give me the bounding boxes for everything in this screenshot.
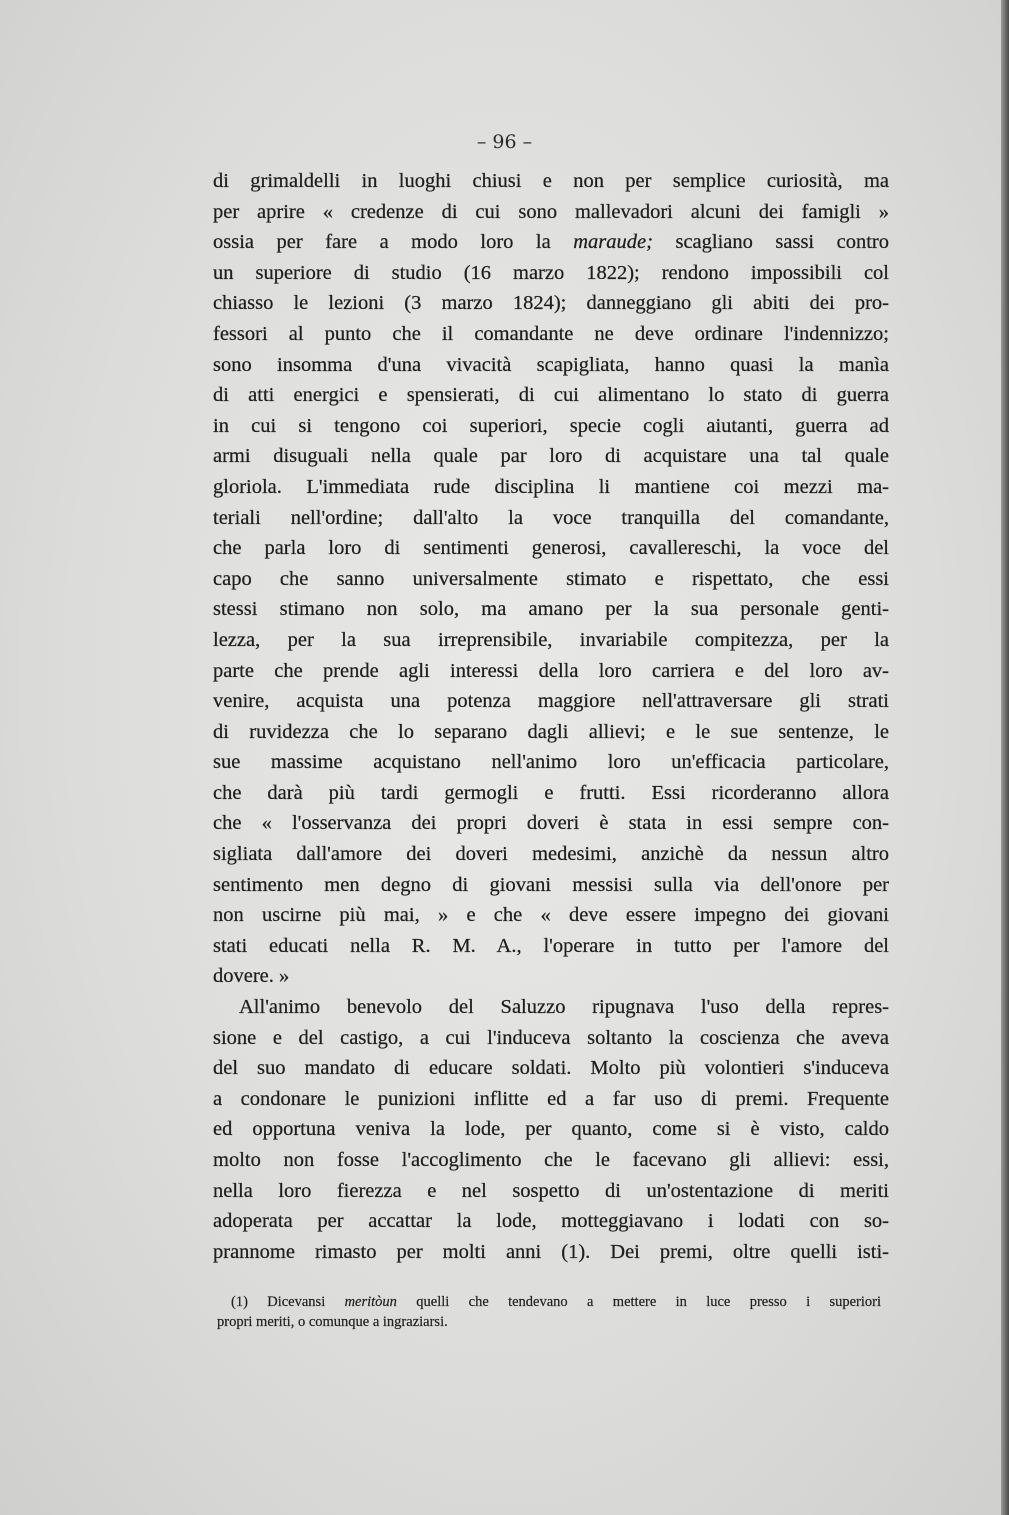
text-line: capo che sanno universalmente stimato e rispettato, che essi — [213, 567, 889, 590]
text-line: stessi stimano non solo, ma amano per la sua personale genti- — [213, 598, 889, 621]
text-line: ed opportuna veniva la lode, per quanto, come si è visto, caldo — [213, 1118, 889, 1141]
text-line: All'animo benevolo del Saluzzo ripugnava l'uso della repres- — [239, 996, 889, 1019]
text-line — [213, 227, 889, 258]
text-line: venire, acquista una potenza maggiore nell'attraversare gli strati — [213, 690, 889, 713]
footnote-italic-word: meritòun — [344, 1294, 397, 1310]
page-edge-shadow — [1001, 0, 1009, 1515]
text-line: sigliata dall'amore dei doveri medesimi, anzichè da nessun altro — [213, 843, 889, 866]
footnote-line — [217, 1292, 881, 1312]
text-line: per aprire « credenze di cui sono mallevadori alcuni dei famigli » — [213, 200, 889, 223]
footnote-segment: quelli che tendevano a mettere in luce presso i superiori — [396, 1294, 882, 1310]
body-text — [213, 166, 889, 1267]
text-line: gloriola. L'immediata rude disciplina li mantiene coi mezzi ma- — [213, 475, 889, 498]
text-line: teriali nell'ordine; dall'alto la voce tranquilla del comandante, — [213, 506, 889, 529]
text-line: nella loro fierezza e nel sospetto di un'ostentazione di meriti — [213, 1179, 889, 1202]
text-line: che darà più tardi germogli e frutti. Essi ricorderanno allora — [213, 781, 889, 804]
text-line: del suo mandato di educare soldati. Molto più volontieri s'induceva — [213, 1057, 889, 1080]
text-line: sue massime acquistano nell'animo loro un'efficacia particolare, — [213, 751, 889, 774]
text-line: sione e del castigo, a cui l'induceva soltanto la coscienza che aveva — [213, 1026, 889, 1049]
footnote — [217, 1292, 881, 1332]
text-line: parte che prende agli interessi della loro carriera e del loro av- — [213, 659, 889, 682]
text-line: armi disuguali nella quale par loro di acquistare una tal quale — [213, 445, 889, 468]
text-line: adoperata per accattar la lode, motteggiavano i lodati con so- — [213, 1210, 889, 1233]
text-line: di grimaldelli in luoghi chiusi e non per semplice curiosità, ma — [213, 170, 889, 192]
text-line: stati educati nella R. M. A., l'operare in tutto per l'amore del — [213, 934, 889, 957]
footnote-line: propri meriti, o comunque a ingraziarsi. — [217, 1314, 448, 1330]
text-segment: scagliano sassi contro — [652, 231, 890, 254]
text-line: di ruvidezza che lo separano dagli allievi; e le sue sentenze, le — [213, 720, 889, 743]
footnote-segment: (1) Dicevansi — [231, 1294, 345, 1310]
text-line: prannome rimasto per molti anni (1). Dei premi, oltre quelli isti- — [213, 1240, 889, 1263]
text-line: che parla loro di sentimenti generosi, cavallereschi, la voce del — [213, 537, 889, 560]
italic-word: maraude; — [573, 231, 653, 254]
text-line: non uscirne più mai, » e che « deve essere impegno dei giovani — [213, 904, 889, 927]
text-line: chiasso le lezioni (3 marzo 1824); danneggiano gli abiti dei pro- — [213, 292, 889, 315]
text-line: dovere. » — [213, 965, 290, 988]
text-line: a condonare le punizioni inflitte ed a far uso di premi. Frequente — [213, 1087, 889, 1110]
text-line: di atti energici e spensierati, di cui alimentano lo stato di guerra — [213, 384, 889, 407]
page-number: – 96 – — [476, 131, 533, 153]
text-segment: ossia per fare a modo loro la — [213, 231, 574, 254]
text-line: in cui si tengono coi superiori, specie cogli aiutanti, guerra ad — [213, 414, 889, 437]
text-line: fessori al punto che il comandante ne deve ordinare l'indennizzo; — [213, 322, 889, 345]
text-line: sono insomma d'una vivacità scapigliata, hanno quasi la manìa — [213, 353, 889, 376]
text-line: sentimento men degno di giovani messisi sulla via dell'onore per — [213, 873, 889, 896]
text-line: un superiore di studio (16 marzo 1822); rendono impossibili col — [213, 261, 889, 284]
text-line: molto non fosse l'accoglimento che le facevano gli allievi: essi, — [213, 1149, 889, 1171]
text-line: lezza, per la sua irreprensibile, invariabile compitezza, per la — [213, 628, 889, 651]
text-line: che « l'osservanza dei propri doveri è stata in essi sempre con- — [213, 812, 889, 835]
